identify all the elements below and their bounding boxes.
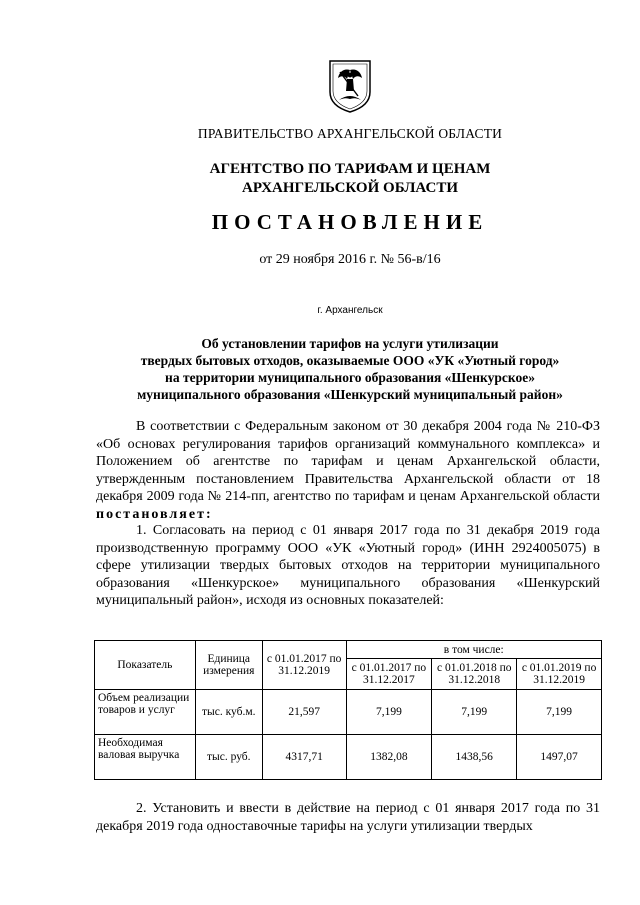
document-date-number: от 29 ноября 2016 г. № 56-в/16 [259, 252, 441, 267]
subject-line4: муниципального образования «Шенкурский муниципальный район» [137, 387, 563, 402]
row-2019: 7,199 [517, 690, 602, 735]
indicators-table [94, 640, 602, 780]
row-2017: 1382,08 [346, 735, 432, 780]
agency-name-line1: АГЕНТСТВО ПО ТАРИФАМ И ЦЕНАМ [209, 161, 491, 177]
row-2018: 7,199 [432, 690, 517, 735]
subject-line1: Об установлении тарифов на услуги утилизации [201, 336, 499, 351]
header-2019: с 01.01.2019 по 31.12.2019 [517, 659, 602, 690]
preamble-text: В соответствии с Федеральным законом от 30 декабря 2004 года № 210-ФЗ «Об основах регулирования тарифов организаций коммунального комплекса» и Положением об агентстве по тарифам и ценам Архангельской области, утвержденным постановлением Правительства Архангельской области от 18 декабря 2009 года № 214-пп, агентство по тарифам и ценам Архангельской области [96, 419, 600, 504]
government-name: ПРАВИТЕЛЬСТВО АРХАНГЕЛЬСКОЙ ОБЛАСТИ [197, 126, 503, 141]
preamble-paragraph [96, 418, 600, 523]
row-unit: тыс. руб. [195, 735, 262, 780]
row-unit: тыс. куб.м. [195, 690, 262, 735]
subject-line3: на территории муниципального образования «Шенкурское» [165, 370, 535, 385]
row-2017: 7,199 [346, 690, 432, 735]
row-2019: 1497,07 [517, 735, 602, 780]
subject-line2: твердых бытовых отходов, оказываемые ООО «УК «Уютный город» [140, 353, 560, 368]
item-1-paragraph: 1. Согласовать на период с 01 января 2017 года по 31 декабря 2019 года производственную программу ООО «УК «Уютный город» (ИНН 2924005075) в сфере утилизации твердых бытовых отходов на территории муниципального образования «Шенкурское» муниципального образования «Шенкурский муниципальный район», исходя из основных показателей: [96, 523, 600, 608]
item-2-paragraph: 2. Установить и ввести в действие на период с 01 января 2017 года по 31 декабря 2019 года одноставочные тарифы на услуги утилизации твердых [96, 801, 600, 834]
document-subject [0, 335, 640, 403]
row-2018: 1438,56 [432, 735, 517, 780]
header-total-period: с 01.01.2017 по 31.12.2019 [262, 641, 346, 690]
row-indicator: Необходимая валовая выручка [95, 735, 196, 780]
table-row [95, 735, 602, 780]
row-indicator: Объем реализации товаров и услуг [95, 690, 196, 735]
resolves-word: постановляет: [96, 506, 213, 522]
table-row [95, 690, 602, 735]
header-indicator: Показатель [95, 641, 196, 690]
agency-name-line2: АРХАНГЕЛЬСКОЙ ОБЛАСТИ [242, 180, 458, 196]
document-type: ПОСТАНОВЛЕНИЕ [211, 210, 489, 234]
header-including: в том числе: [346, 641, 601, 659]
agency-name [0, 160, 640, 198]
coat-of-arms-icon [327, 58, 373, 114]
table-header-row [95, 641, 602, 659]
header-2018: с 01.01.2018 по 31.12.2018 [432, 659, 517, 690]
header-unit: Единица измерения [195, 641, 262, 690]
header-2017: с 01.01.2017 по 31.12.2017 [346, 659, 432, 690]
row-total: 21,597 [262, 690, 346, 735]
row-total: 4317,71 [262, 735, 346, 780]
document-city: г. Архангельск [317, 305, 383, 316]
